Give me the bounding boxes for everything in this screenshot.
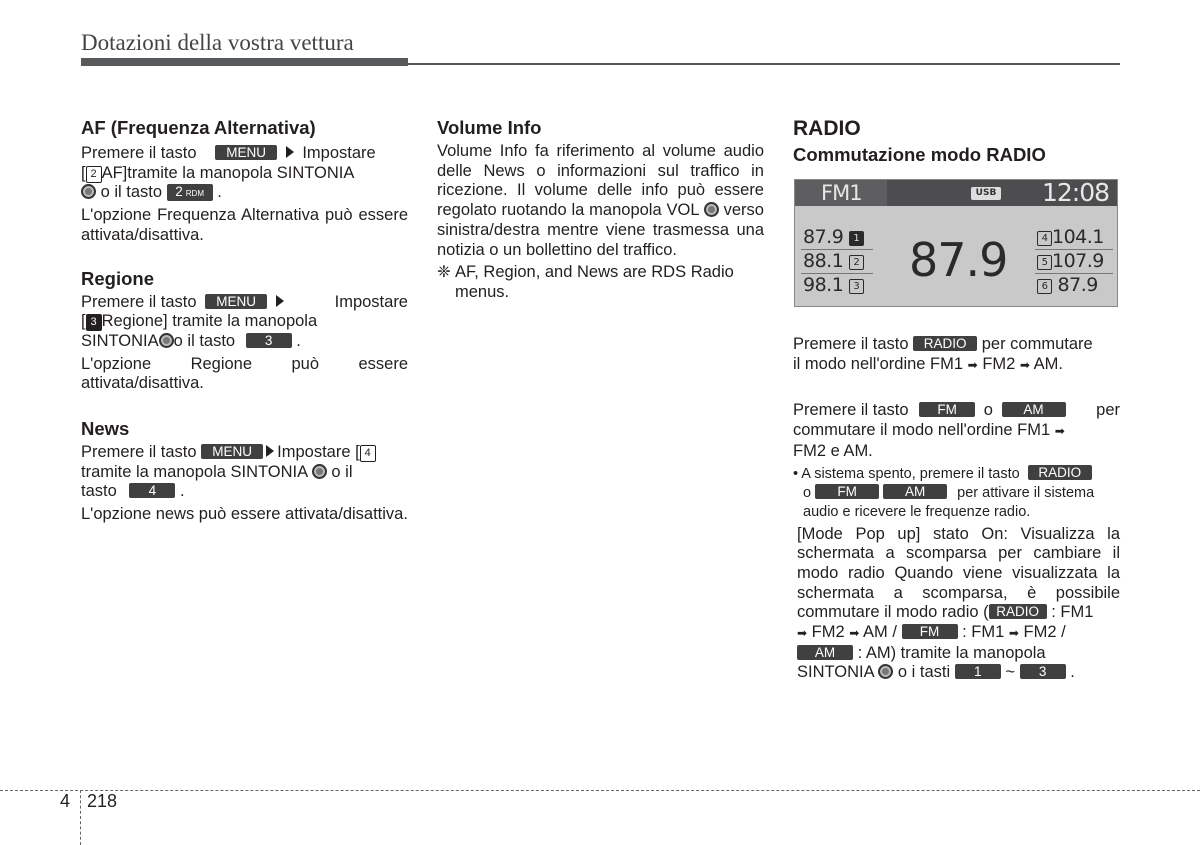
- preset-right-5: 5 107.9: [1037, 250, 1104, 272]
- page-header-title: Dotazioni della vostra vettura: [81, 30, 354, 55]
- am-key: AM: [883, 484, 947, 499]
- arrow-icon: ➡: [849, 626, 860, 641]
- rds-note: [437, 263, 764, 302]
- menu-key: MENU: [201, 444, 263, 459]
- bullet-text-a: • A sistema spento, premere il tasto: [793, 465, 1020, 482]
- p1-text-a: Premere il tasto: [793, 335, 909, 353]
- preset-left-2: 88.1 2: [803, 250, 864, 272]
- news-description: L'opzione news può essere attivata/disattiva.: [81, 505, 408, 524]
- preset-left-1: 87.9 1: [803, 226, 864, 248]
- power-off-bullet: [793, 465, 1120, 522]
- p3-text-f: FM2 /: [1023, 623, 1066, 642]
- p3-text-a: [Mode Pop up] stato On: Visualizza la schermata a scomparsa per cambiare il modo radio Quando viene visualizzata la schermata a scomparsa, è possibile commutare il modo radio (: [797, 524, 1120, 622]
- p2-text-d: FM2 e AM.: [793, 441, 873, 460]
- preset-1-key: 1: [955, 664, 1001, 679]
- radio-mode-paragraph: [793, 335, 1120, 375]
- band-label: FM1: [795, 180, 887, 206]
- radio-display: [794, 179, 1118, 307]
- fm-key: FM: [815, 484, 879, 499]
- tuning-knob-icon: [878, 664, 893, 679]
- regione-text-3a: [: [81, 312, 86, 331]
- number-4-icon: 4: [360, 445, 376, 462]
- p3-text-i: o i tasti: [897, 663, 951, 682]
- af-description: L'opzione Frequenza Alternativa può essere attivata/disattiva.: [81, 206, 408, 244]
- regione-text-2: Impostare: [334, 292, 408, 311]
- regione-text-3b: Regione] tramite la manopola: [101, 312, 318, 331]
- af-text-2: Impostare: [302, 144, 376, 162]
- usb-icon: USB: [971, 187, 1001, 200]
- p3-text-h: SINTONIA: [797, 663, 874, 682]
- radio-key: RADIO: [913, 336, 977, 351]
- regione-text-1: Premere il tasto: [81, 292, 197, 311]
- af-heading: AF (Frequenza Alternativa): [81, 117, 316, 138]
- number-3-icon: 3: [86, 314, 102, 331]
- af-text-5: .: [217, 183, 222, 202]
- af-text-1: Premere il tasto: [81, 144, 197, 162]
- arrow-right-icon: [276, 295, 284, 307]
- preset-3-key: 3: [1020, 664, 1066, 679]
- af-text-4: o il tasto: [100, 183, 163, 202]
- p2-text-b: per: [1096, 401, 1120, 420]
- radio-key: RADIO: [989, 604, 1047, 619]
- news-text-3a: tramite la manopola SINTONIA: [81, 462, 308, 481]
- af-text-3b: AF]tramite la manopola SINTONIA: [101, 163, 355, 182]
- regione-instructions: [81, 293, 408, 352]
- regione-description: L'opzione Regione può essere attivata/disattiva.: [81, 354, 408, 393]
- p3-text-g: : AM) tramite la manopola: [857, 643, 1046, 662]
- af-instructions: [81, 144, 408, 203]
- arrow-right-icon: [266, 445, 274, 457]
- regione-heading: Regione: [81, 267, 154, 289]
- tuning-knob-icon: [159, 333, 174, 348]
- p3-text-b: : FM1: [1051, 603, 1094, 622]
- arrow-icon: ➡: [1008, 626, 1019, 641]
- regione-text-4b: o il tasto: [173, 331, 236, 350]
- news-text-4: tasto: [81, 482, 117, 501]
- middle-column: [437, 117, 764, 303]
- bullet-text-c: audio e ricevere le frequenze radio.: [803, 503, 1031, 520]
- preset-right-6: 6 87.9: [1037, 274, 1098, 296]
- arrow-right-icon: [286, 146, 294, 158]
- rds-note-text: AF, Region, and News are RDS Radio menus.: [455, 263, 734, 301]
- p3-text-c: FM2: [811, 623, 845, 642]
- p3-text-end: .: [1070, 663, 1075, 682]
- arrow-icon: ➡: [1019, 357, 1030, 372]
- p2-text-c: commutare il modo nell'ordine FM1: [793, 421, 1051, 440]
- regione-text-4a: SINTONIA: [81, 331, 159, 350]
- af-text-3a: [: [81, 163, 86, 182]
- volume-info-paragraph: [437, 142, 764, 260]
- note-symbol: ❈: [437, 263, 451, 282]
- regione-text-5: .: [296, 331, 301, 350]
- news-instructions: [81, 443, 408, 502]
- page-number: 218: [87, 791, 118, 811]
- p3-text-tilde: ~: [1005, 663, 1016, 682]
- right-column-top: [793, 116, 1120, 166]
- number-2-icon: 2: [86, 166, 102, 183]
- tuning-knob-icon: [312, 464, 327, 479]
- header-rule-thick: [81, 58, 408, 66]
- news-text-2: Impostare [: [277, 443, 360, 462]
- preset-2-rdm-key: 2 RDM: [167, 184, 213, 201]
- p3-text-e: : FM1: [962, 623, 1005, 642]
- p1-text-b: per commutare: [981, 335, 1093, 353]
- bullet-text-o: o: [803, 484, 812, 501]
- p1-text-c: il modo nell'ordine FM1: [793, 354, 964, 373]
- chapter-number: 4: [60, 791, 71, 811]
- p1-text-e: AM.: [1033, 354, 1063, 373]
- preset-left-3: 98.1 3: [803, 274, 864, 296]
- volume-info-heading: Volume Info: [437, 117, 542, 138]
- p3-text-d: AM /: [863, 623, 897, 642]
- footer-rule: [0, 790, 1200, 791]
- news-text-1: Premere il tasto: [81, 443, 197, 462]
- volume-info-text-a: Volume Info fa riferimento al volume audio delle News o informazioni sul traffico in ricezione. Il volume delle info può essere regolato ruotando la manopola VOL: [437, 142, 764, 220]
- arrow-icon: ➡: [797, 626, 808, 641]
- news-text-3b: o il: [331, 462, 353, 481]
- preset-4-key: 4: [129, 483, 175, 498]
- mode-popup-paragraph: [797, 525, 1120, 684]
- bullet-text-b: per attivare il sistema: [957, 484, 1095, 501]
- clock-readout: 12:08: [1041, 179, 1109, 207]
- left-column: [81, 117, 408, 525]
- p1-text-d: FM2: [982, 354, 1016, 373]
- fm-key: FM: [919, 402, 975, 417]
- header-rule-thin: [408, 63, 1120, 65]
- radio-heading: RADIO: [793, 117, 861, 140]
- news-text-5: .: [179, 482, 185, 501]
- arrow-icon: ➡: [967, 357, 978, 372]
- fm-am-paragraph: [793, 401, 1120, 461]
- current-frequency: 87.9: [909, 233, 1008, 287]
- tuning-knob-icon: [81, 184, 96, 199]
- news-heading: News: [81, 418, 130, 440]
- volume-knob-icon: [704, 202, 719, 217]
- fm-key: FM: [902, 624, 958, 639]
- am-key: AM: [797, 645, 853, 660]
- preset-right-4: 4 104.1: [1037, 226, 1104, 248]
- preset-3-key: 3: [246, 333, 292, 348]
- volume-info-text-b: verso sinistra/destra mentre viene trasmessa una notizia o un bollettino del traffico.: [437, 201, 764, 259]
- footer-vertical-rule: [80, 790, 81, 845]
- radio-subheading: Commutazione modo RADIO: [793, 144, 1046, 165]
- p2-text-o: o: [983, 401, 993, 420]
- right-column-body: [793, 335, 1120, 683]
- radio-key: RADIO: [1028, 465, 1092, 480]
- arrow-icon: ➡: [1054, 424, 1065, 439]
- menu-key: MENU: [215, 145, 277, 160]
- menu-key: MENU: [205, 294, 267, 309]
- p2-text-a: Premere il tasto: [793, 401, 909, 420]
- am-key: AM: [1002, 402, 1066, 417]
